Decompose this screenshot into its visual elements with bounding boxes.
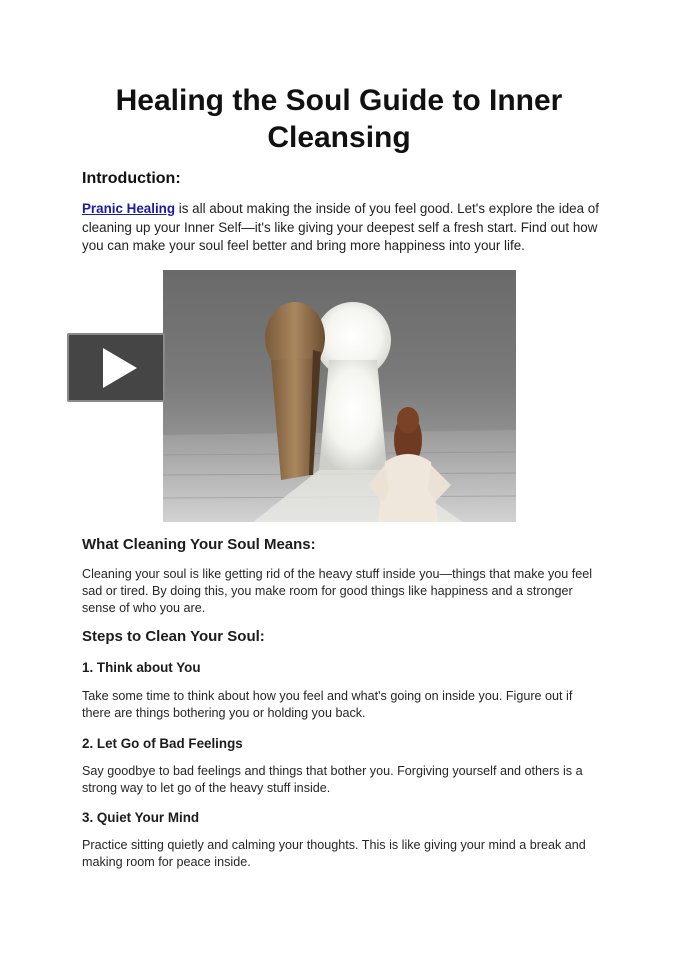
intro-paragraph [82,200,602,256]
step-text: Practice sitting quietly and calming your thoughts. This is like giving your mind a break and making room for peace inside. [82,838,586,869]
meaning-heading: What Cleaning Your Soul Means: [82,536,316,553]
step-title: 2. Let Go of Bad Feelings [82,736,243,751]
play-button[interactable] [67,333,165,402]
step-text: Say goodbye to bad feelings and things that bother you. Forgiving yourself and others is a strong way to let go of the heavy stuff inside. [82,764,583,795]
step-title: 3. Quiet Your Mind [82,810,200,825]
steps-heading: Steps to Clean Your Soul: [82,628,265,645]
play-icon [103,348,137,388]
meaning-paragraph: Cleaning your soul is like getting rid of the heavy stuff inside you—things that make you feel sad or tired. By doing this, you make room for good things like happiness and a stronger sense of who you are. [82,567,593,615]
photo-illustration [163,270,516,522]
page-title: Healing the Soul Guide to Inner Cleansing [115,84,563,154]
step-title: 1. Think about You [82,660,201,675]
step-text: Take some time to think about how you feel and what's going on inside you. Figure out if there are things bothering you or holding you back. [82,689,573,720]
intro-heading: Introduction: [82,170,181,187]
intro-text: is all about making the inside of you feel good. Let's explore the idea of cleaning up your Inner Self—it's like giving your deepest self a fresh start. Find out how you can make your soul feel better and bring more happiness into your life. [82,201,599,253]
keyhole-door-photo [163,270,516,522]
pranic-healing-link[interactable]: Pranic Healing [82,201,176,216]
